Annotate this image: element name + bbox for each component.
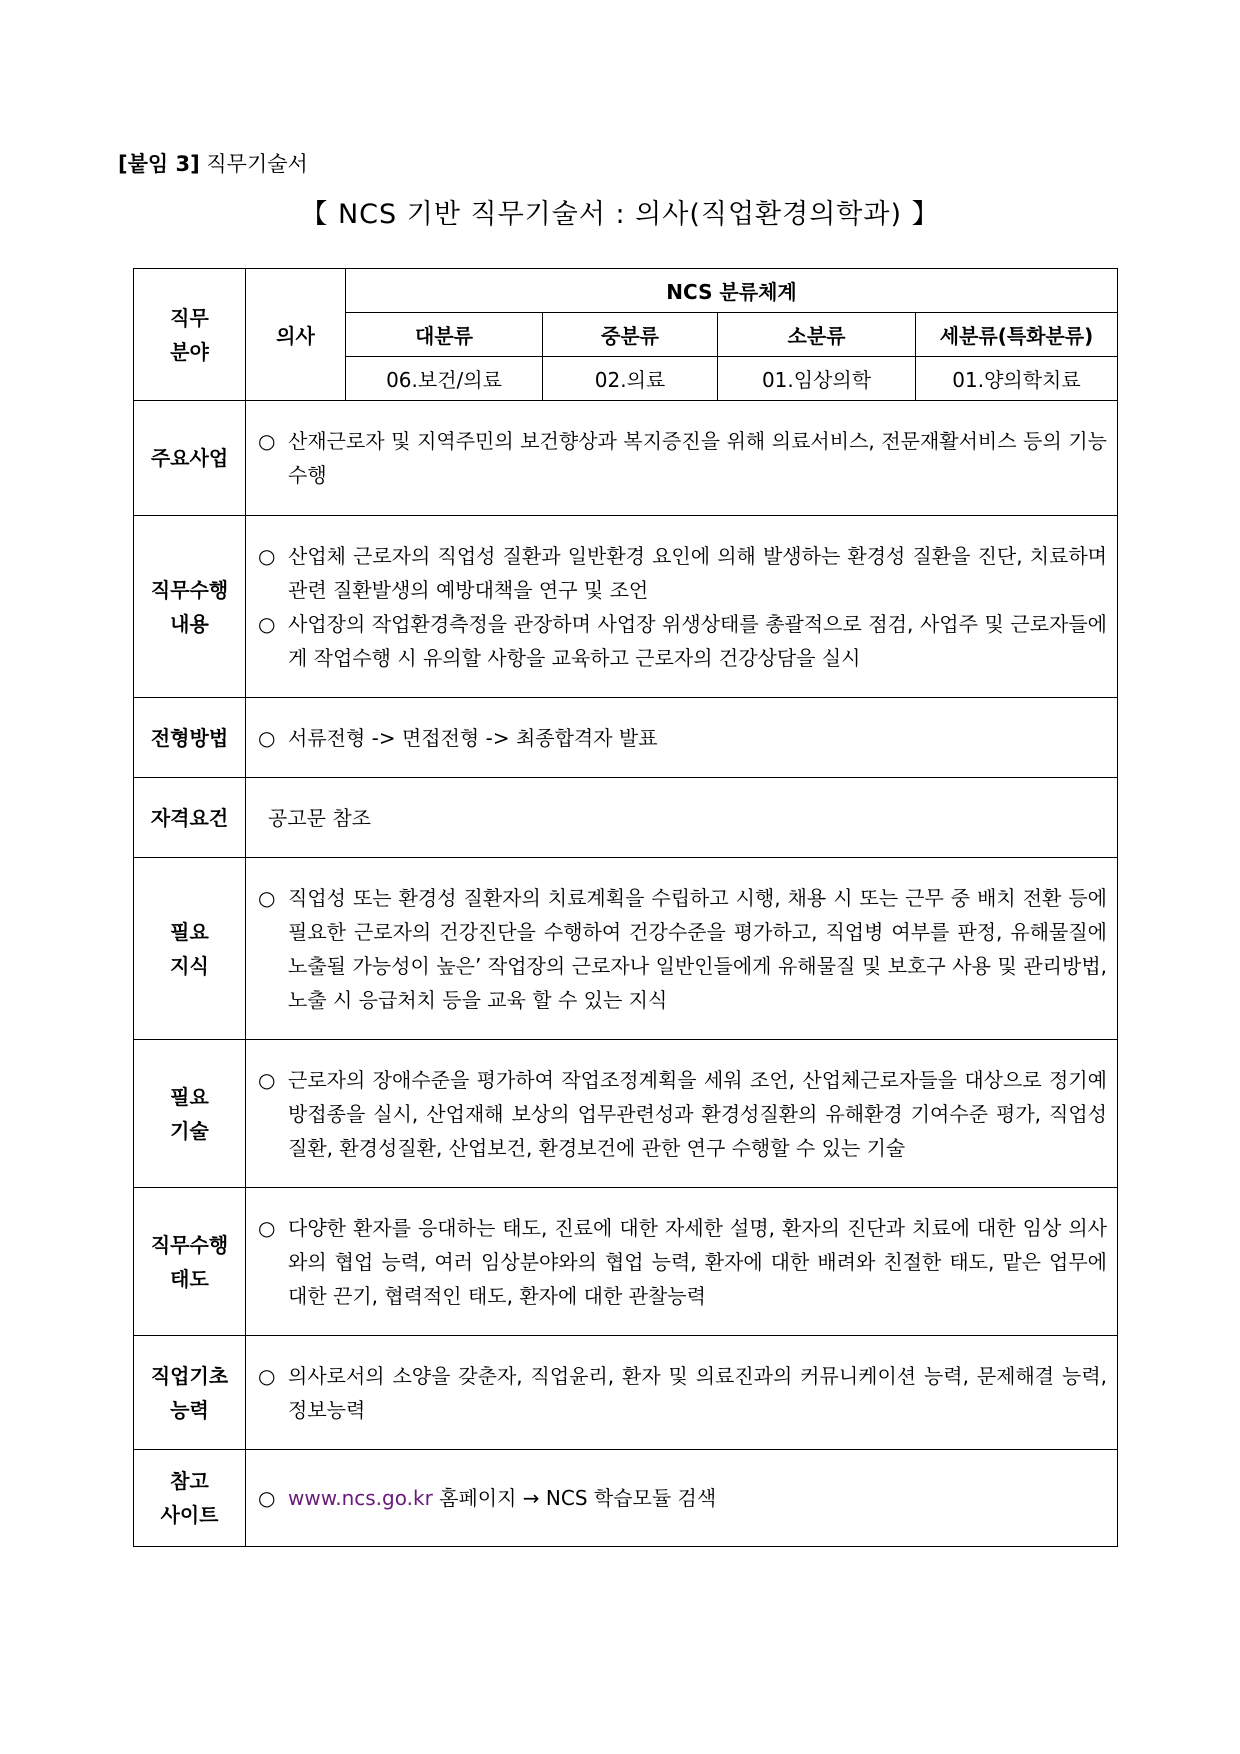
ncs-col-middle: 중분류 [543,313,718,357]
row-label: 필요 지식 [134,858,246,1040]
job-description-table [133,268,1118,1547]
bullet-item: ○ www.ncs.go.kr 홈페이지 → NCS 학습모듈 검색 [258,1486,717,1510]
bullet-item: ○ 산업체 근로자의 직업성 질환과 일반환경 요인에 의해 발생하는 환경성 질환을 진단, 치료하며 관련 질환발생의 예방대책을 연구 및 조언 [258,543,1107,602]
field-label: 직무 분야 [134,269,246,401]
bullet-item: ○ 다양한 환자를 응대하는 태도, 진료에 대한 자세한 설명, 환자의 진단과 치료에 대한 임상 의사와의 협업 능력, 여러 임상분야와의 협업 능력, 환자에 대한 배려와 친절한 태도, 맡은 업무에 대한 끈기, 협력적인 태도, 환자에 대한 관찰능력 [258,1215,1107,1308]
row-content [246,858,1118,1040]
field-value: 의사 [246,269,346,401]
row-content [246,1450,1118,1547]
ncs-val-minor: 01.임상의학 [718,357,916,401]
row-label: 전형방법 [134,698,246,778]
row-label: 필요 기술 [134,1040,246,1188]
ncs-col-minor: 소분류 [718,313,916,357]
attachment-label: [붙임 3] [118,152,200,176]
row-content [246,698,1118,778]
bullet-item: ○ 산재근로자 및 지역주민의 보건향상과 복지증진을 위해 의료서비스, 전문재활서비스 등의 기능 수행 [258,429,1107,487]
row-label: 직무수행 내용 [134,516,246,698]
ncs-val-middle: 02.의료 [543,357,718,401]
ncs-site-link[interactable]: www.ncs.go.kr [288,1486,433,1510]
bullet-item: ○ 직업성 또는 환경성 질환자의 치료계획을 수립하고 시행, 채용 시 또는 근무 중 배치 전환 등에 필요한 근로자의 건강진단을 수행하여 건강수준을 평가하고, 직업병 여부를 판정, 유해물질에 노출될 가능성이 높은’ 작업장의 근로자나 일반인들에게 유해물질 및 보호구 사용 및 관리방법, 노출 시 응급처치 등을 교육 할 수 있는 지식 [258,885,1107,1012]
bullet-item: ○ 의사로서의 소양을 갖춘자, 직업윤리, 환자 및 의료진과의 커뮤니케이션 능력, 문제해결 능력, 정보능력 [258,1363,1107,1422]
row-content [246,1336,1118,1450]
bullet-item: ○ 근로자의 장애수준을 평가하여 작업조정계획을 세워 조언, 산업체근로자들을 대상으로 정기예방접종을 실시, 산업재해 보상의 업무관련성과 환경성질환의 유해환경 기여수준 평가, 직업성질환, 환경성질환, 산업보건, 환경보건에 관한 연구 수행할 수 있는 기술 [258,1067,1107,1160]
ncs-val-detail: 01.양의학치료 [916,357,1118,401]
reference-text: 홈페이지 → NCS 학습모듈 검색 [432,1486,717,1510]
row-content [246,778,1118,858]
attachment-text: 직무기술서 [206,152,308,176]
row-content [246,1188,1118,1336]
row-content [246,516,1118,698]
row-label: 직무수행 태도 [134,1188,246,1336]
bullet-item: ○ 서류전형 -> 면접전형 -> 최종합격자 발표 [258,725,658,750]
bullet-item: ○ 사업장의 작업환경측정을 관장하며 사업장 위생상태를 총괄적으로 점검, 사업주 및 근로자들에게 작업수행 시 유의할 사항을 교육하고 근로자의 건강상담을 실시 [258,611,1107,670]
ncs-val-major: 06.보건/의료 [346,357,543,401]
row-label: 주요사업 [134,401,246,516]
ncs-header: NCS 분류체계 [346,269,1118,313]
row-label: 자격요건 [134,778,246,858]
row-content [246,401,1118,516]
ncs-col-major: 대분류 [346,313,543,357]
row-label: 직업기초 능력 [134,1336,246,1450]
row-content [246,1040,1118,1188]
row-label: 참고 사이트 [134,1450,246,1547]
page-title: 【 NCS 기반 직무기술서 : 의사(직업환경의학과) 】 [300,199,940,230]
plain-text: 공고문 참조 [268,805,371,830]
attachment-heading [118,148,308,178]
ncs-col-detail: 세분류(특화분류) [916,313,1118,357]
